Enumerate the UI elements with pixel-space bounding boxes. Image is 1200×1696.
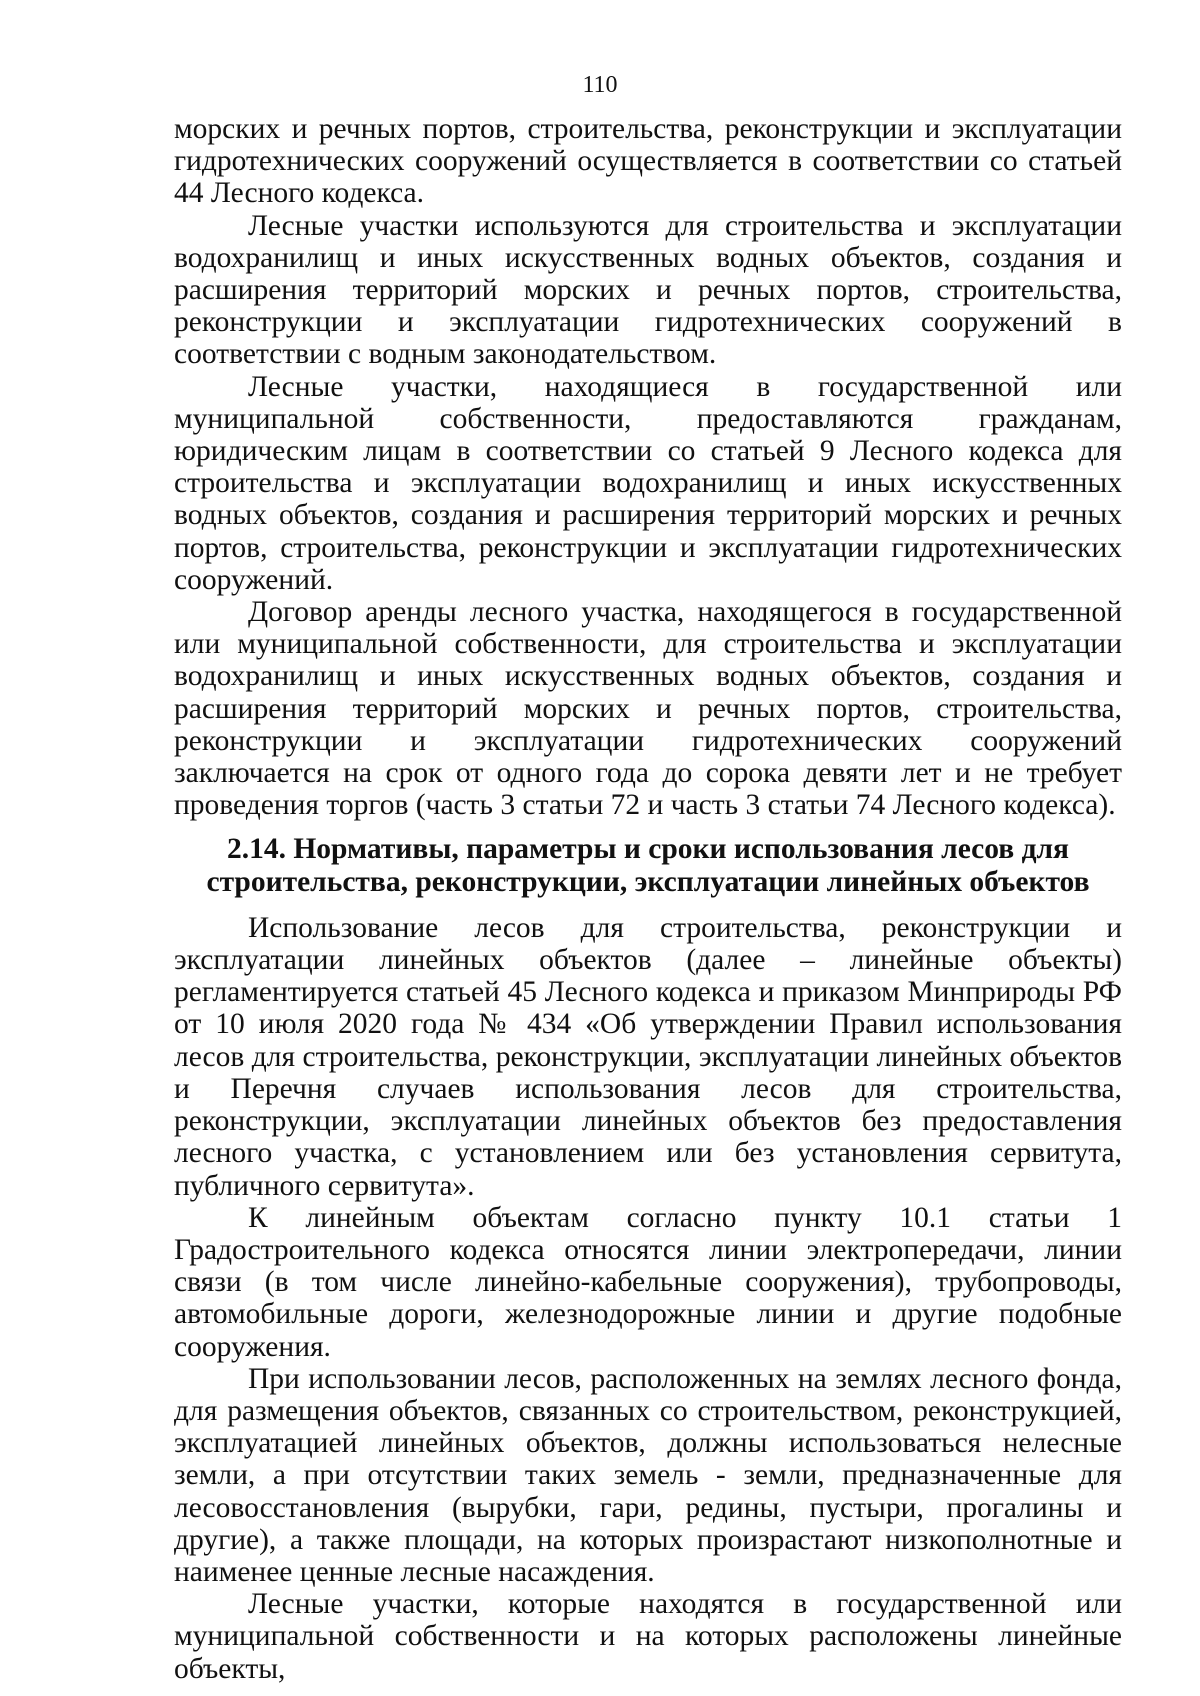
paragraph: К линейным объектам согласно пункту 10.1 статьи 1 Градостроительного кодекса относятся линии электропередачи, линии связи (в том числе линейно-кабельные сооружения), трубопроводы, автомобильные дороги, железнодорожные линии и другие подобные сооружения. bbox=[174, 1201, 1122, 1363]
paragraph: Лесные участки используются для строительства и эксплуатации водохранилищ и иных искусственных водных объектов, создания и расширения территорий морских и речных портов, строительства, реконструкции и эксплуатации гидротехнических сооружений в соответствии с водным законодательством. bbox=[174, 209, 1122, 371]
paragraph: При использовании лесов, расположенных на землях лесного фонда, для размещения объектов, связанных со строительством, реконструкцией, эксплуатацией линейных объектов, должны использоваться нелесные земли, а при отсутствии таких земель - земли, предназначенные для лесовосстановления (вырубки, гари, редины, пустыри, прогалины и другие), а также площади, на которых произрастают низкополнотные и наименее ценные лесные насаждения. bbox=[174, 1362, 1122, 1588]
paragraph: Лесные участки, находящиеся в государственной или муниципальной собственности, предоставляются гражданам, юридическим лицам в соответствии со статьей 9 Лесного кодекса для строительства и эксплуатации водохранилищ и иных искусственных водных объектов, создания и расширения территорий морских и речных портов, строительства, реконструкции и эксплуатации гидротехнических сооружений. bbox=[174, 370, 1122, 596]
section-heading-line: строительства, реконструкции, эксплуатации линейных объектов bbox=[206, 865, 1090, 898]
paragraph: Договор аренды лесного участка, находящегося в государственной или муниципальной собственности, для строительства и эксплуатации водохранилищ и иных искусственных водных объектов, создания и расширения территорий морских и речных портов, строительства, реконструкции и эксплуатации гидротехнических сооружений заключается на срок от одного года до сорока девяти лет и не требует проведения торгов (часть 3 статьи 72 и часть 3 статьи 74 Лесного кодекса). bbox=[174, 596, 1122, 822]
page-number: 110 bbox=[582, 72, 618, 98]
paragraph: Использование лесов для строительства, реконструкции и эксплуатации линейных объектов (далее – линейные объекты) регламентируется статьей 45 Лесного кодекса и приказом Минприроды РФ от 10 июля 2020 года № 434 «Об утверждении Правил использования лесов для строительства, реконструкции, эксплуатации линейных объектов и Перечня случаев использования лесов для строительства, реконструкции, эксплуатации линейных объектов без предоставления лесного участка, с установлением или без установления сервитута, публичного сервитута». bbox=[174, 911, 1122, 1202]
paragraph: Лесные участки, которые находятся в государственной или муниципальной собственности и на которых расположены линейные объекты, bbox=[174, 1588, 1122, 1685]
section-heading bbox=[174, 833, 1122, 897]
section-heading-line: 2.14. Нормативы, параметры и сроки использования лесов для bbox=[226, 833, 1070, 866]
page-body bbox=[174, 113, 1122, 1685]
continued-paragraph: морских и речных портов, строительства, реконструкции и эксплуатации гидротехнических сооружений осуществляется в соответствии со статьей 44 Лесного кодекса. bbox=[174, 113, 1122, 210]
